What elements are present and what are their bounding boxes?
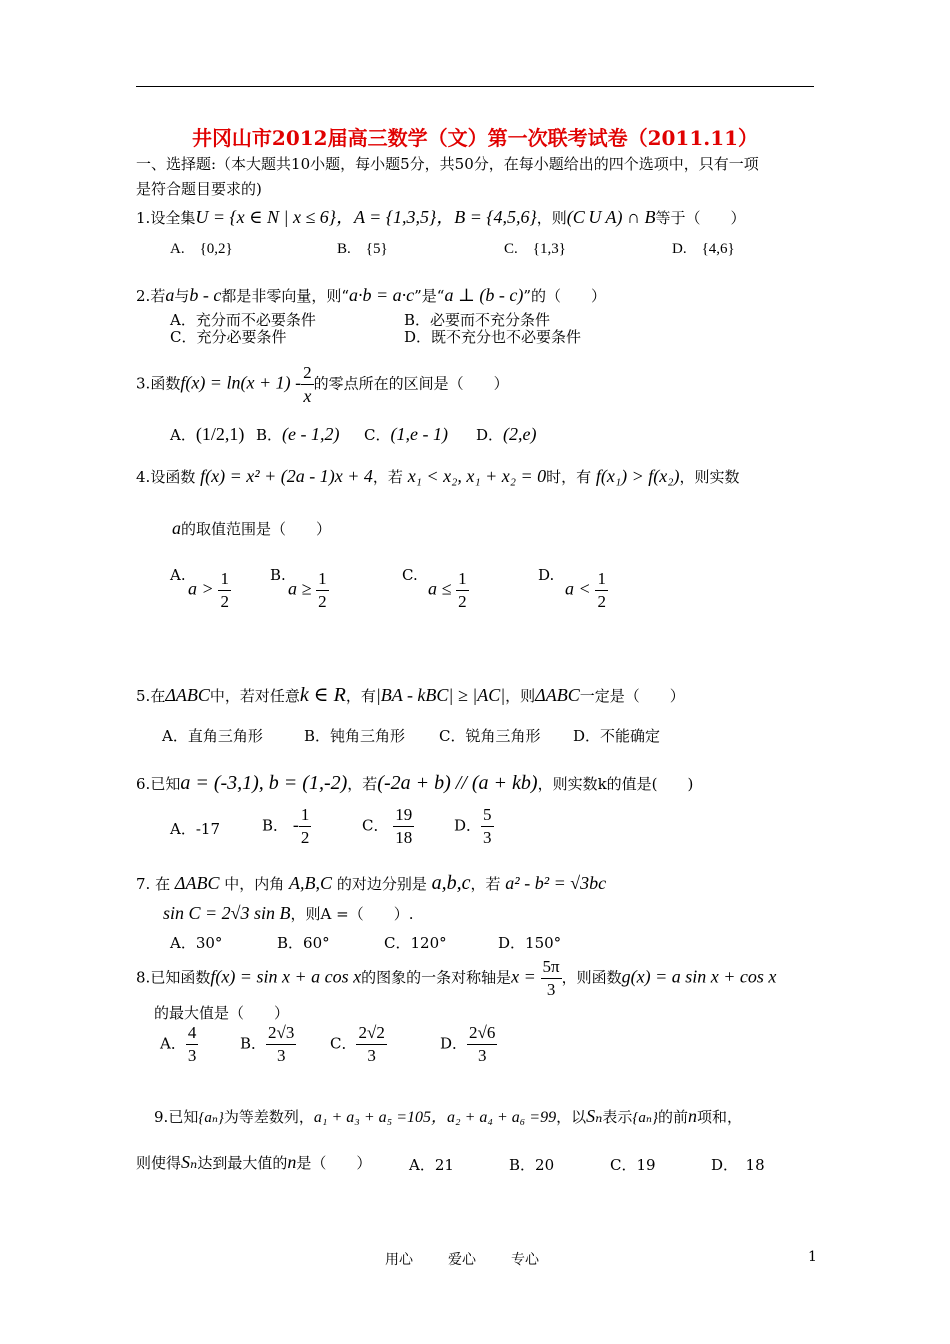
option-c: a ≤ $\frac{1}{2}$ xyxy=(428,569,467,611)
math-expression: (C U A) ∩ B xyxy=(566,207,656,227)
option-d: D． $\frac{5}{3}$ xyxy=(454,805,492,847)
math-expression: a ⊥ (b - c) xyxy=(444,285,524,305)
option-a: A．21 xyxy=(409,1156,454,1174)
question-text: 等于（ ） xyxy=(655,209,746,227)
option-c: C．锐角三角形 xyxy=(439,727,541,745)
page-number: 1 xyxy=(808,1249,817,1265)
option-d-label: D. xyxy=(538,566,555,584)
question-8-line2: 的最大值是（ ） xyxy=(154,1004,290,1022)
option-b: B．(e - 1,2) xyxy=(256,424,340,444)
question-1 xyxy=(136,203,746,229)
option-b: B．钝角三角形 xyxy=(304,727,406,745)
option-d: a < $\frac{1}{2}$ xyxy=(565,569,606,611)
question-number: 2. xyxy=(136,287,151,305)
question-6: 6.已知a = (-3,1), b = (1,-2)，若(-2a + b) // (a + kb)，则实数k的值是( ) xyxy=(136,772,694,794)
option-b: B．必要而不充分条件 xyxy=(404,311,551,329)
math-expression: a·b = a·c xyxy=(349,285,415,305)
option-a: A．-17 xyxy=(170,820,220,838)
option-b: B． - $\frac{1}{2}$ xyxy=(262,805,310,847)
option-a-label: A. xyxy=(170,566,186,584)
option-c: C．充分必要条件 xyxy=(170,328,287,346)
option-d: D．不能确定 xyxy=(573,727,661,745)
option-c: C．120° xyxy=(384,934,447,952)
option-d: D．(2,e) xyxy=(476,424,537,444)
question-text: 若 xyxy=(150,287,166,305)
option-b: B. {5} xyxy=(337,241,388,257)
option-c: C． $\frac{19}{18}$ xyxy=(362,805,413,847)
option-c-label: C. xyxy=(402,566,418,584)
question-8: 8.已知函数f(x) = sin x + a cos x的图象的一条对称轴是x = $\frac{5\pi}{3}$ ，则函数g(x) = a sin x + cos x xyxy=(136,957,777,999)
math-expression: a xyxy=(165,285,175,305)
option-a: A．30° xyxy=(170,934,223,952)
question-text: 设全集 xyxy=(150,209,196,227)
footer-text-2: 爱心 xyxy=(448,1252,476,1268)
footer-text-1: 用心 xyxy=(385,1252,413,1268)
question-number: 4. xyxy=(136,468,151,486)
footer-text-3: 专心 xyxy=(511,1252,539,1268)
option-d: D． $\frac{2√6}{3}$ xyxy=(440,1023,496,1065)
question-9: 9.已知{aₙ}为等差数列，a₁ + a₃ + a₅ =105，a₂ + a₄ + a₆ =99，以Sₙ表示{aₙ}的前n项和， xyxy=(154,1106,743,1126)
question-5: 5.在ΔABC中，若对任意k ∈ R，有|BA - kBC| ≥ |AC|，则ΔABC一定是（ ） xyxy=(136,684,685,706)
option-a: A．(1/2,1) xyxy=(170,424,245,444)
option-b: B． $\frac{2√3}{3}$ xyxy=(240,1023,295,1065)
question-text: ”的（ ） xyxy=(523,287,607,305)
header-rule xyxy=(136,86,814,87)
question-number: 1. xyxy=(136,209,151,227)
option-b: B．20 xyxy=(509,1156,555,1174)
question-text: 时，有 xyxy=(546,468,592,486)
option-c: C．19 xyxy=(610,1156,656,1174)
question-text: 都是非零向量，则“ xyxy=(221,287,349,305)
question-text: ，若 xyxy=(372,468,403,486)
option-a: A. {0,2} xyxy=(170,241,233,257)
option-a: a > $\frac{1}{2}$ xyxy=(188,569,229,611)
math-expression: x₁ < x₂, x₁ + x₂ = 0 xyxy=(407,466,547,486)
math-expression: f(x) = ln(x + 1) - xyxy=(180,372,302,393)
question-7-line2: sin C = 2√3 sin B，则A =（ ）. xyxy=(163,903,414,923)
question-9-line2: 则使得Sₙ达到最大值的n是（ ） xyxy=(136,1152,372,1172)
option-d: D. {4,6} xyxy=(672,241,735,257)
section-intro-1: 一、选择题:（本大题共10小题，每小题5分，共50分，在每小题给出的四个选项中，只有一项 xyxy=(136,155,759,173)
math-expression: f(x) = x² + (2a - 1)x + 4 xyxy=(200,466,373,486)
question-4 xyxy=(136,466,740,487)
question-number: 3. xyxy=(136,374,151,393)
question-4-line2: a的取值范围是（ ） xyxy=(172,518,332,538)
option-c: C．(1,e - 1) xyxy=(364,424,448,444)
question-number: 5. xyxy=(136,687,151,705)
page-title: 井冈山市2012届高三数学（文）第一次联考试卷（2011.11） xyxy=(191,126,759,150)
question-text: 与 xyxy=(174,287,190,305)
option-a: A．直角三角形 xyxy=(162,727,263,745)
option-b: a ≥ $\frac{1}{2}$ xyxy=(288,569,327,611)
option-d: D．既不充分也不必要条件 xyxy=(404,328,582,346)
option-c: C. {1,3} xyxy=(504,241,566,257)
option-b: B．60° xyxy=(277,934,330,952)
question-7: 7. 在 ΔABC 中，内角 A,B,C 的对边分别是 a,b,c，若 a² - b² = √3bc xyxy=(136,872,607,894)
option-c: C． $\frac{2√2}{3}$ xyxy=(330,1023,385,1065)
option-a: A． $\frac{4}{3}$ xyxy=(160,1023,197,1065)
question-text: ，则 xyxy=(536,209,567,227)
question-text: 设函数 xyxy=(150,468,196,486)
option-d: D． 18 xyxy=(711,1156,765,1174)
math-expression: U = {x ∈ N | x ≤ 6}，A = {1,3,5}，B = {4,5,6} xyxy=(195,207,537,227)
question-text: ，则实数 xyxy=(679,468,740,486)
question-2 xyxy=(136,285,606,306)
question-text: 函数 xyxy=(150,374,181,393)
option-d: D．150° xyxy=(498,934,562,952)
math-expression: f(x₁) > f(x₂) xyxy=(595,466,680,486)
fraction: $\frac{2}{x}$ xyxy=(303,363,312,406)
section-intro-2: 是符合题目要求的) xyxy=(136,180,262,198)
option-b-label: B. xyxy=(270,566,286,584)
option-a: A．充分而不必要条件 xyxy=(170,311,316,329)
question-text: 的零点所在的区间是（ ） xyxy=(313,374,509,393)
question-3 xyxy=(136,362,509,407)
math-expression: b - c xyxy=(189,285,222,305)
question-text: ”是“ xyxy=(414,287,445,305)
